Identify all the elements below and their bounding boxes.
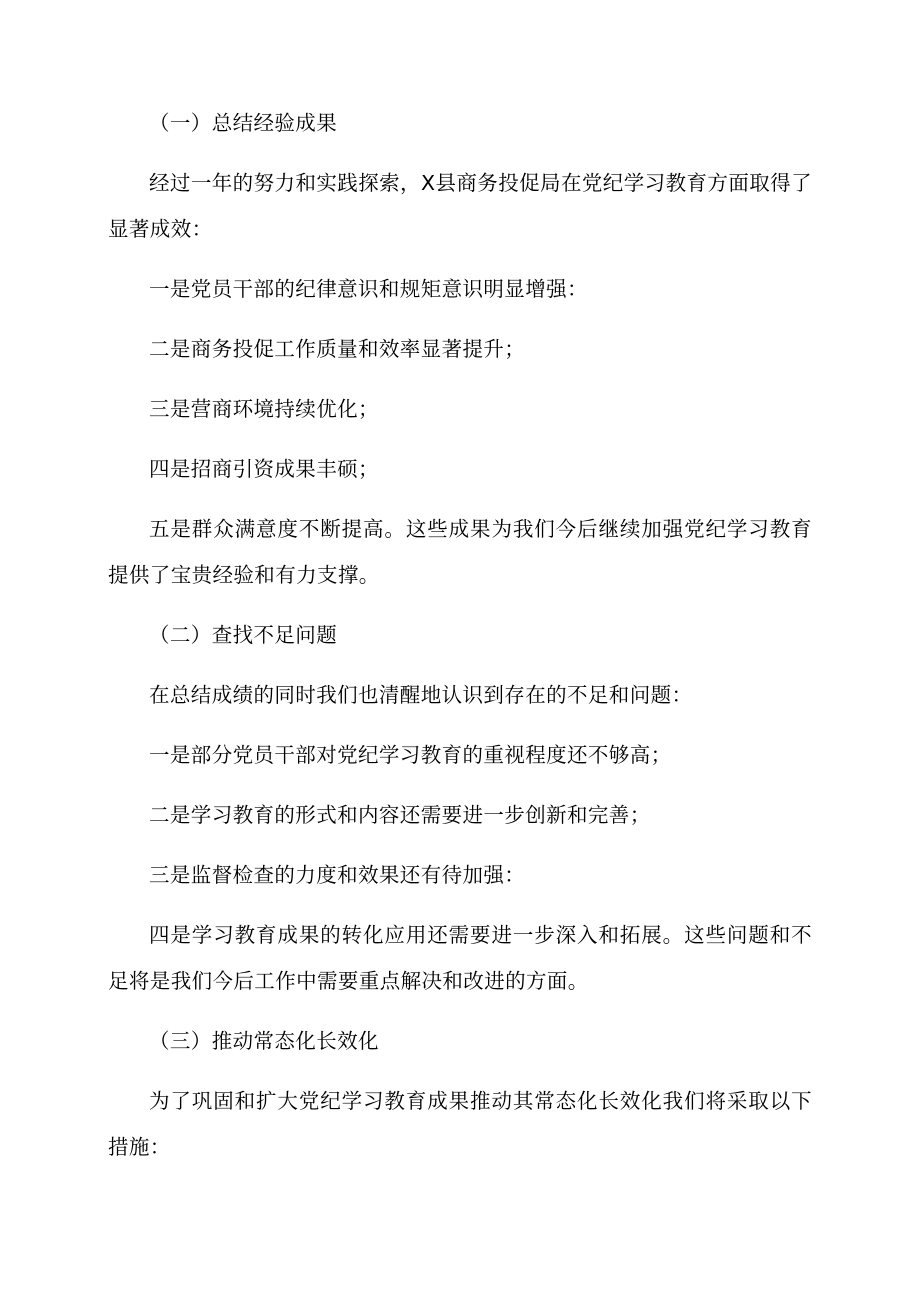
paragraph: 二是学习教育的形式和内容还需要进一步创新和完善； (149, 803, 651, 827)
document-body (108, 100, 812, 1170)
paragraph: 二是商务投促工作质量和效率显著提升； (149, 337, 526, 361)
section-heading: （二）查找不足问题 (149, 623, 338, 647)
section-heading: （三）推动常态化长效化 (149, 1029, 379, 1053)
paragraph: 经过一年的努力和实践探索，X县商务投促局在党纪学习教育方面取得了显著成效： (108, 171, 812, 241)
paragraph: 四是招商引资成果丰硕； (149, 457, 379, 481)
paragraph: 为了巩固和扩大党纪学习教育成果推动其常态化长效化我们将采取以下措施： (108, 1089, 812, 1159)
paragraph: 四是学习教育成果的转化应用还需要进一步深入和拓展。这些问题和不足将是我们今后工作中需要重点解决和改进的方面。 (108, 923, 812, 993)
paragraph: 一是党员干部的纪律意识和规矩意识明显增强： (149, 277, 588, 301)
paragraph: 三是监督检查的力度和效果还有待加强： (149, 863, 526, 887)
section-heading: （一）总结经验成果 (149, 111, 338, 135)
paragraph: 在总结成绩的同时我们也清醒地认识到存在的不足和问题： (149, 683, 693, 707)
paragraph: 三是营商环境持续优化； (149, 397, 379, 421)
paragraph: 五是群众满意度不断提高。这些成果为我们今后继续加强党纪学习教育提供了宝贵经验和有力支撑。 (108, 517, 812, 587)
paragraph: 一是部分党员干部对党纪学习教育的重视程度还不够高； (149, 743, 672, 767)
